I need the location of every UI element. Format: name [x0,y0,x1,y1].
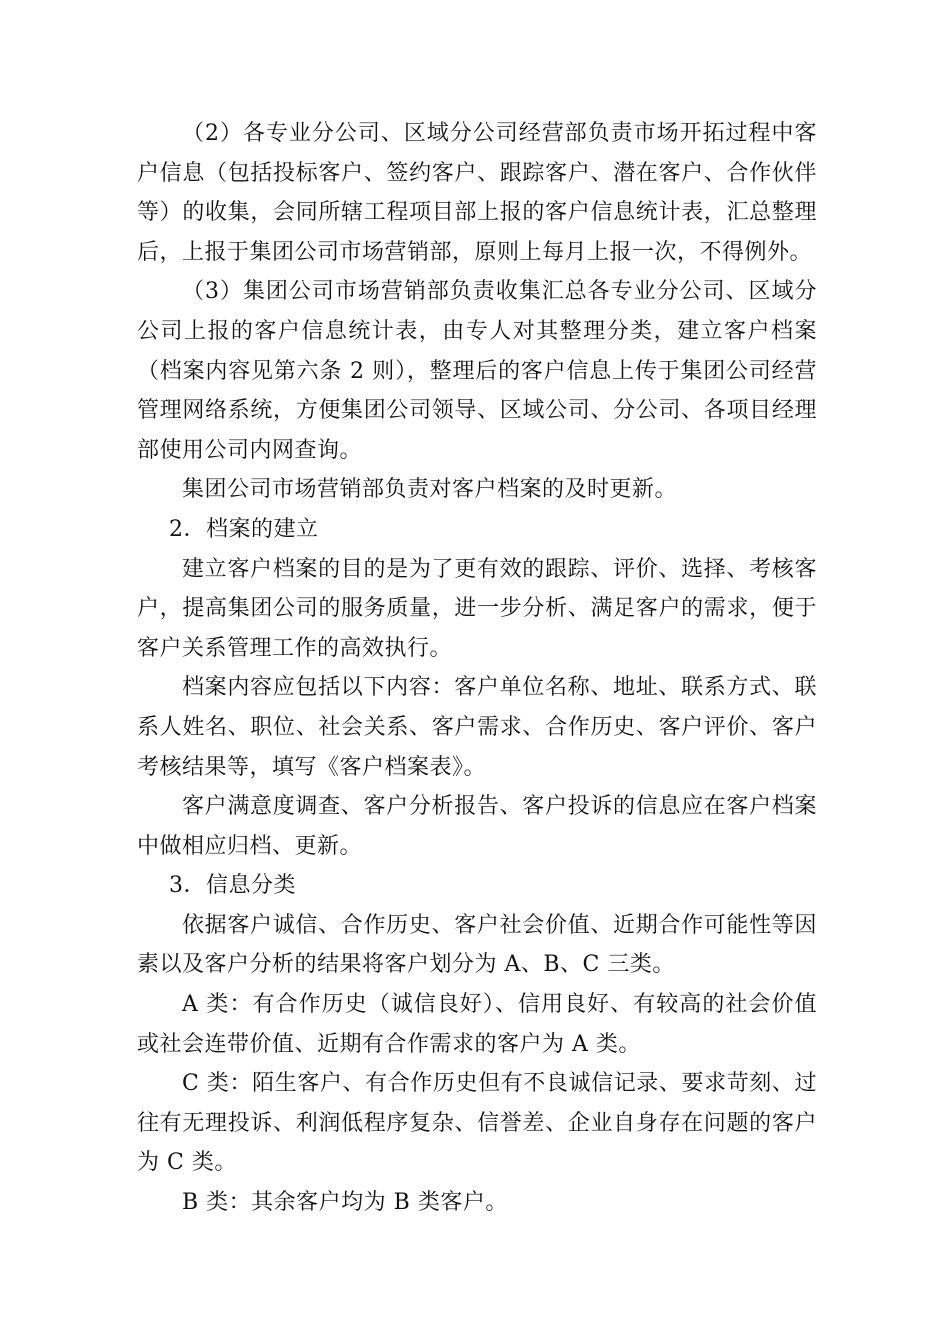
section-heading-info-classification: 3．信息分类 [169,873,296,899]
paragraph-class-a: A 类：有合作历史（诚信良好）、信用良好、有较高的社会价值或社会连带价值、近期有合作需求的客户为 A 类。 [137,992,817,1057]
paragraph-archive-update: 集团公司市场营销部负责对客户档案的及时更新。 [182,477,678,503]
paragraph-archive-summary: （3）集团公司市场营销部负责收集汇总各专业分公司、区域分公司上报的客户信息统计表，由专人对其整理分类，建立客户档案（档案内容见第六条 2 则），整理后的客户信息上传于集团公司经营管理网络系统，方便集团公司领导、区域公司、分公司、各项目经理部使用公司内网查询。 [137,279,817,463]
document-page [137,114,817,1223]
paragraph-class-c: C 类：陌生客户、有合作历史但有不良诚信记录、要求苛刻、过往有无理投诉、利润低程序复杂、信誉差、企业自身存在问题的客户为 C 类。 [137,1071,817,1176]
paragraph-classification-basis: 依据客户诚信、合作历史、客户社会价值、近期合作可能性等因素以及客户分析的结果将客户划分为 A、B、C 三类。 [137,912,817,978]
paragraph-archive-filing: 客户满意度调查、客户分析报告、客户投诉的信息应在客户档案中做相应归档、更新。 [137,794,817,859]
section-heading-archive-setup: 2．档案的建立 [169,516,319,542]
paragraph-collection-duties: （2）各专业分公司、区域分公司经营部负责市场开拓过程中客户信息（包括投标客户、签约客户、跟踪客户、潜在客户、合作伙伴等）的收集，会同所辖工程项目部上报的客户信息统计表，汇总整理后，上报于集团公司市场营销部，原则上每月上报一次，不得例外。 [137,121,817,265]
paragraph-class-b: B 类：其余客户均为 B 类客户。 [182,1190,508,1216]
paragraph-archive-purpose: 建立客户档案的目的是为了更有效的跟踪、评价、选择、考核客户，提高集团公司的服务质量，进一步分析、满足客户的需求，便于客户关系管理工作的高效执行。 [137,556,817,661]
paragraph-archive-contents: 档案内容应包括以下内容：客户单位名称、地址、联系方式、联系人姓名、职位、社会关系、客户需求、合作历史、客户评价、客户考核结果等，填写《客户档案表》。 [137,675,817,780]
